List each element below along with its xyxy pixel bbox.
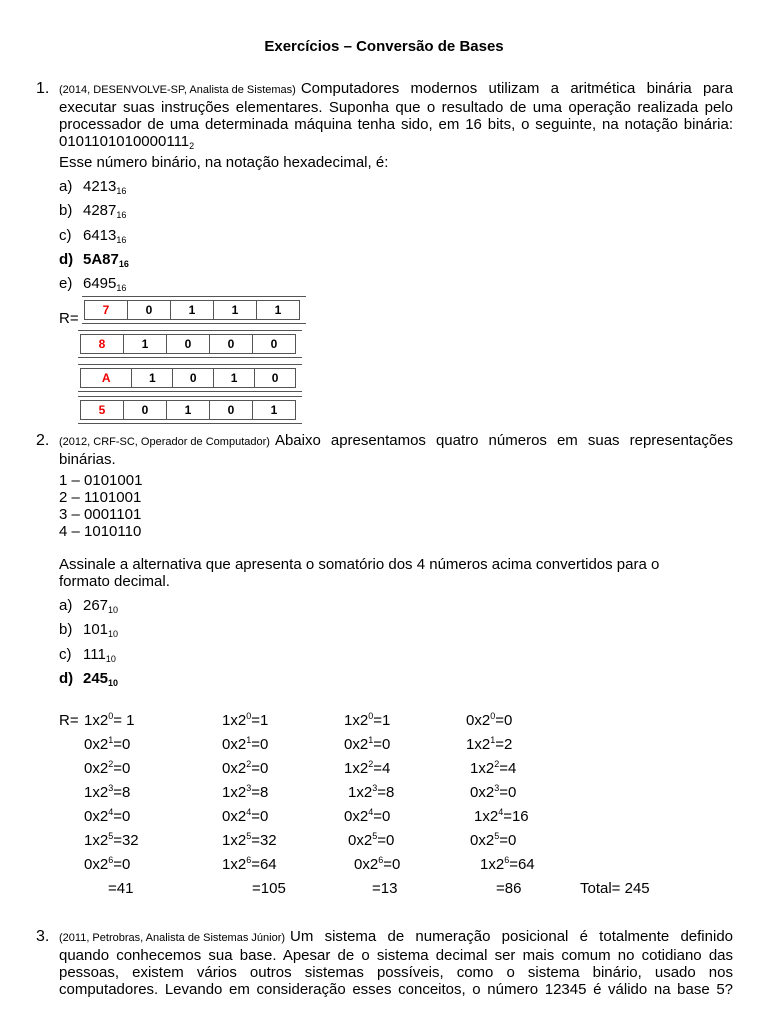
term-result: = 1 [113, 712, 135, 729]
nibble-table [80, 400, 296, 420]
power-term [470, 832, 516, 849]
bit-cell: 1 [132, 369, 173, 388]
power-term [222, 784, 268, 801]
term-result: =1 [251, 712, 269, 729]
option-base: 16 [116, 210, 127, 220]
term-exponent: 5 [494, 831, 500, 841]
option-base: 16 [118, 259, 129, 269]
term-base: 1x2 [222, 712, 247, 729]
binary-number: 2 – 1101001 [59, 489, 142, 506]
term-base: 1x2 [344, 712, 369, 729]
option-value: 101 [83, 621, 109, 638]
binary-value: 0101101010000111 [59, 133, 190, 150]
power-term [354, 856, 400, 873]
option-letter: d) [59, 251, 74, 268]
term-result: =0 [113, 760, 131, 777]
term-base: 1x2 [474, 808, 499, 825]
term-base: 1x2 [222, 832, 247, 849]
question-statement: (2012, CRF-SC, Operador de Computador) Abaixo apresentamos quatro números em suas representações binárias. [59, 432, 733, 468]
term-result: =0 [251, 760, 269, 777]
hex-digit-cell: A [81, 369, 132, 388]
term-base: 1x2 [348, 784, 373, 801]
term-result: =0 [113, 856, 131, 873]
option-value: 267 [83, 597, 109, 614]
power-term [222, 856, 277, 873]
option-value: 4287 [83, 202, 117, 219]
term-exponent: 4 [246, 807, 252, 817]
option-item [59, 646, 116, 663]
power-term [474, 808, 529, 825]
bit-cell: 0 [210, 335, 253, 354]
question-source: (2011, Petrobras, Analista de Sistemas Júnior) [59, 932, 286, 944]
power-term [84, 784, 130, 801]
bit-cell: 0 [253, 335, 296, 354]
column-sum: =86 [496, 880, 522, 897]
term-base: 1x2 [344, 760, 369, 777]
power-term [470, 784, 516, 801]
term-base: 1x2 [470, 760, 495, 777]
binary-number: 4 – 1010110 [59, 523, 142, 540]
option-base: 16 [116, 186, 127, 196]
power-term [84, 736, 130, 753]
bit-cell: 0 [124, 401, 167, 420]
term-exponent: 0 [108, 711, 114, 721]
option-letter: a) [59, 178, 73, 195]
option-base: 10 [108, 678, 119, 688]
binary-number: 1 – 0101001 [59, 472, 143, 489]
term-base: 0x2 [222, 736, 247, 753]
term-base: 1x2 [84, 832, 109, 849]
term-exponent: 1 [108, 735, 114, 745]
nibble-table [84, 300, 300, 320]
term-base: 0x2 [84, 760, 109, 777]
total-sum: Total= 245 [580, 880, 650, 897]
bit-cell: 1 [167, 401, 210, 420]
hex-digit-cell: 7 [85, 301, 128, 320]
term-exponent: 5 [246, 831, 252, 841]
option-value: 6413 [83, 227, 117, 244]
binary-number: 3 – 0001101 [59, 506, 142, 523]
power-term [222, 832, 277, 849]
question-prompt: Assinale a alternativa que apresenta o somatório dos 4 números acima convertidos para o formato decimal. [59, 556, 660, 590]
bit-cell: 1 [171, 301, 214, 320]
term-exponent: 2 [494, 759, 500, 769]
option-base: 10 [105, 654, 116, 664]
term-base: 0x2 [348, 832, 373, 849]
option-base: 16 [116, 235, 127, 245]
term-result: =4 [499, 760, 517, 777]
power-term [84, 760, 130, 777]
term-result: =8 [113, 784, 131, 801]
option-value: 5A87 [83, 251, 119, 268]
term-result: =0 [113, 808, 131, 825]
answer-label: R= [59, 712, 79, 729]
hex-digit-cell: 5 [81, 401, 124, 420]
option-base: 10 [108, 629, 119, 639]
bit-cell: 1 [253, 401, 296, 420]
term-base: 1x2 [84, 712, 109, 729]
term-exponent: 4 [108, 807, 114, 817]
option-value: 6495 [83, 275, 117, 292]
term-exponent: 3 [108, 783, 114, 793]
power-term [480, 856, 535, 873]
term-result: =0 [499, 784, 517, 801]
term-base: 0x2 [470, 784, 495, 801]
option-letter: b) [59, 621, 73, 638]
term-base: 0x2 [470, 832, 495, 849]
term-exponent: 0 [490, 711, 496, 721]
term-exponent: 1 [368, 735, 374, 745]
term-exponent: 5 [372, 831, 378, 841]
nibble-table [80, 334, 296, 354]
question-prompt: Esse número binário, na notação hexadecimal, é: [59, 154, 389, 171]
term-exponent: 2 [108, 759, 114, 769]
power-term [348, 784, 394, 801]
term-result: =0 [377, 832, 395, 849]
term-result: =16 [503, 808, 529, 825]
term-base: 0x2 [84, 808, 109, 825]
option-item [59, 251, 129, 268]
term-base: 1x2 [480, 856, 505, 873]
bit-cell: 0 [167, 335, 210, 354]
term-result: =0 [113, 736, 131, 753]
term-exponent: 6 [378, 855, 384, 865]
question-number: 3. [36, 928, 50, 945]
term-result: =64 [509, 856, 535, 873]
term-base: 1x2 [222, 784, 247, 801]
page-title: Exercícios – Conversão de Bases [264, 38, 504, 55]
bit-cell: 0 [255, 369, 296, 388]
term-result: =0 [251, 736, 269, 753]
term-result: =64 [251, 856, 277, 873]
bit-cell: 1 [257, 301, 300, 320]
bit-cell: 0 [210, 401, 253, 420]
term-exponent: 5 [108, 831, 114, 841]
option-value: 245 [83, 670, 109, 687]
bit-cell: 1 [214, 369, 255, 388]
question-statement: (2014, DESENVOLVE-SP, Analista de Sistemas) Computadores modernos utilizam a aritmética binária para executar suas instruções elementares. Suponha que o resultado de uma operação realizada pelo processador de uma determinada máquina tenha sido, em 16 bits, o seguinte, na notação binária: $0101101010000111_2$ [59, 80, 733, 151]
term-result: =8 [251, 784, 269, 801]
option-value: 111 [83, 646, 106, 663]
term-result: =0 [373, 736, 391, 753]
term-base: 0x2 [344, 808, 369, 825]
term-base: 1x2 [222, 856, 247, 873]
option-letter: e) [59, 275, 73, 292]
term-base: 0x2 [222, 760, 247, 777]
term-exponent: 1 [490, 735, 496, 745]
power-term [222, 808, 268, 825]
term-base: 1x2 [84, 784, 109, 801]
option-item [59, 227, 126, 244]
power-term [222, 736, 268, 753]
term-exponent: 0 [368, 711, 374, 721]
term-exponent: 4 [368, 807, 374, 817]
column-sum: =105 [252, 880, 286, 897]
term-result: =2 [495, 736, 513, 753]
term-exponent: 6 [504, 855, 510, 865]
term-exponent: 6 [246, 855, 252, 865]
option-item [59, 597, 118, 614]
power-term [470, 760, 516, 777]
term-exponent: 0 [246, 711, 252, 721]
term-base: 1x2 [466, 736, 491, 753]
option-base: 16 [116, 283, 127, 293]
option-value: 4213 [83, 178, 117, 195]
term-base: 0x2 [222, 808, 247, 825]
term-exponent: 3 [372, 783, 378, 793]
term-result: =32 [113, 832, 139, 849]
option-letter: d) [59, 670, 74, 687]
question-source: (2012, CRF-SC, Operador de Computador) [59, 436, 270, 448]
bit-cell: 0 [128, 301, 171, 320]
option-item [59, 178, 126, 195]
column-sum: =13 [372, 880, 398, 897]
term-result: =0 [383, 856, 401, 873]
option-letter: a) [59, 597, 73, 614]
question-number: 1. [36, 80, 50, 97]
term-exponent: 3 [246, 783, 252, 793]
term-result: =0 [495, 712, 513, 729]
power-term [222, 712, 268, 729]
power-term [84, 832, 139, 849]
hex-digit-cell: 8 [81, 335, 124, 354]
term-base: 0x2 [84, 856, 109, 873]
term-result: =4 [373, 760, 391, 777]
power-term [348, 832, 394, 849]
option-item [59, 275, 126, 292]
term-base: 0x2 [354, 856, 379, 873]
power-term [466, 712, 512, 729]
bit-cell: 1 [124, 335, 167, 354]
term-result: =1 [373, 712, 391, 729]
term-exponent: 3 [494, 783, 500, 793]
power-term [84, 856, 130, 873]
power-term [344, 760, 390, 777]
question-statement: (2011, Petrobras, Analista de Sistemas Júnior) Um sistema de numeração posicional é totalmente definido quando conhecemos sua base. Apesar de o sistema decimal ser mais comum no cotidiano das pessoas, existem vários outros sistemas possíveis, como o sistema binário, usado nos computadores. Levando em consideração esses conceitos, o número 12345 é válido na base 5? [59, 928, 733, 998]
option-base: 10 [108, 605, 119, 615]
option-letter: b) [59, 202, 73, 219]
power-term [84, 712, 134, 729]
power-term [84, 808, 130, 825]
term-exponent: 2 [246, 759, 252, 769]
option-item [59, 202, 126, 219]
option-letter: c) [59, 227, 72, 244]
term-base: 0x2 [344, 736, 369, 753]
power-term [344, 736, 390, 753]
term-exponent: 2 [368, 759, 374, 769]
term-exponent: 4 [498, 807, 504, 817]
term-exponent: 6 [108, 855, 114, 865]
term-exponent: 1 [246, 735, 252, 745]
term-result: =8 [377, 784, 395, 801]
nibble-table [80, 368, 296, 388]
bit-cell: 1 [214, 301, 257, 320]
column-sum: =41 [108, 880, 134, 897]
question-number: 2. [36, 432, 50, 449]
term-base: 0x2 [84, 736, 109, 753]
term-base: 0x2 [466, 712, 491, 729]
bit-cell: 0 [173, 369, 214, 388]
power-term [222, 760, 268, 777]
term-result: =0 [373, 808, 391, 825]
power-term [344, 712, 390, 729]
power-term [344, 808, 390, 825]
question-source: (2014, DESENVOLVE-SP, Analista de Sistemas) [59, 84, 296, 96]
term-result: =0 [251, 808, 269, 825]
term-result: =0 [499, 832, 517, 849]
option-item [59, 670, 118, 687]
term-result: =32 [251, 832, 277, 849]
power-term [466, 736, 512, 753]
option-item [59, 621, 118, 638]
option-letter: c) [59, 646, 72, 663]
answer-label: R= [59, 310, 79, 327]
